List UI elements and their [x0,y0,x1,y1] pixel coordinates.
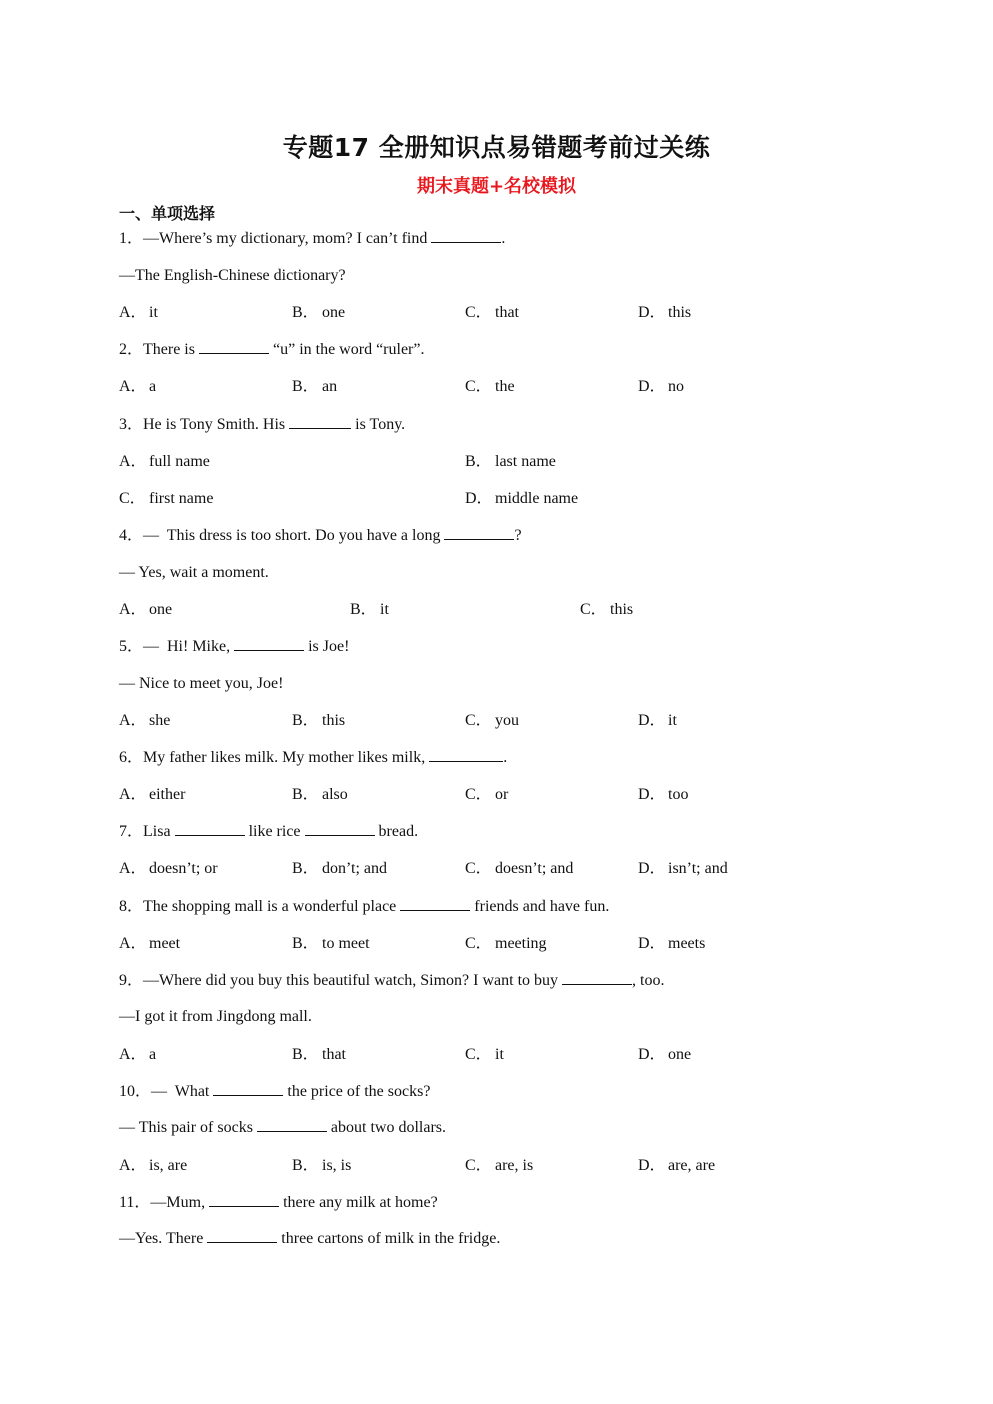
option-a: A． is, are [119,1157,188,1174]
option-c: C． the [465,378,515,395]
answer-blank [289,414,351,429]
option-c: C． that [465,304,519,321]
option-d: D． one [638,1046,692,1063]
option-b: B． to meet [292,935,370,952]
question-1-dialogue: —The English-Chinese dictionary? [119,267,346,284]
answer-blank [305,821,375,836]
option-d: D． no [638,378,684,395]
question-4: 4．— This dress is too short. Do you have a long ? [119,527,522,544]
question-11: 11．—Mum, there any milk at home? [119,1194,438,1211]
page-subtitle: 期末真题+名校模拟 [416,176,577,197]
option-d: D． this [638,304,692,321]
option-d: D． middle name [465,490,579,507]
question-10-dialogue: — This pair of socks about two dollars. [119,1119,447,1136]
option-c: C． or [465,786,509,803]
option-c: C． doesn’t; and [465,860,574,877]
question-6: 6．My father likes milk. My mother likes milk, . [119,749,508,766]
question-4-dialogue: — Yes, wait a moment. [119,564,269,581]
option-d: D． isn’t; and [638,860,728,877]
answer-blank [444,525,514,540]
option-a: A． a [119,378,157,395]
answer-blank [207,1228,277,1243]
option-c: C． this [580,601,634,618]
answer-blank [400,896,470,911]
question-10: 10．— What the price of the socks? [119,1083,431,1100]
option-d: D． are, are [638,1157,716,1174]
option-c: C． first name [119,490,214,507]
answer-blank [175,821,245,836]
answer-blank [213,1081,283,1096]
option-c: C． are, is [465,1157,534,1174]
option-a: A． meet [119,935,181,952]
option-d: D． too [638,786,689,803]
option-b: B． an [292,378,338,395]
option-a: A． she [119,712,171,729]
option-b: B． this [292,712,346,729]
option-b: B． it [350,601,389,618]
question-5: 5．— Hi! Mike, is Joe! [119,638,350,655]
question-1: 1．—Where’s my dictionary, mom? I can’t find . [119,230,506,247]
option-b: B． one [292,304,346,321]
question-11-dialogue: —Yes. There three cartons of milk in the fridge. [119,1230,501,1247]
answer-blank [431,228,501,243]
question-9-dialogue: —I got it from Jingdong mall. [119,1008,312,1025]
option-b: B． is, is [292,1157,352,1174]
section-heading: 一、单项选择 [119,204,216,223]
page-title: 专题17 全册知识点易错题考前过关练 [282,133,711,162]
option-a: A． a [119,1046,157,1063]
option-c: C． you [465,712,519,729]
option-c: C． meeting [465,935,547,952]
answer-blank [429,747,503,762]
question-9: 9．—Where did you buy this beautiful watch, Simon? I want to buy , too. [119,972,665,989]
option-a: A． one [119,601,173,618]
option-d: D． it [638,712,677,729]
option-a: A． full name [119,453,210,470]
answer-blank [257,1117,327,1132]
answer-blank [562,970,632,985]
option-b: B． that [292,1046,346,1063]
option-b: B． last name [465,453,556,470]
option-a: A． either [119,786,186,803]
answer-blank [234,636,304,651]
option-a: A． doesn’t; or [119,860,218,877]
question-2: 2．There is “u” in the word “ruler”. [119,341,425,358]
option-b: B． don’t; and [292,860,388,877]
question-3: 3．He is Tony Smith. His is Tony. [119,416,406,433]
option-a: A． it [119,304,158,321]
question-8: 8．The shopping mall is a wonderful place friends and have fun. [119,898,610,915]
answer-blank [209,1192,279,1207]
question-7: 7．Lisa like rice bread. [119,823,419,840]
option-d: D． meets [638,935,706,952]
option-c: C． it [465,1046,504,1063]
answer-blank [199,339,269,354]
option-b: B． also [292,786,348,803]
question-5-dialogue: — Nice to meet you, Joe! [119,675,284,692]
